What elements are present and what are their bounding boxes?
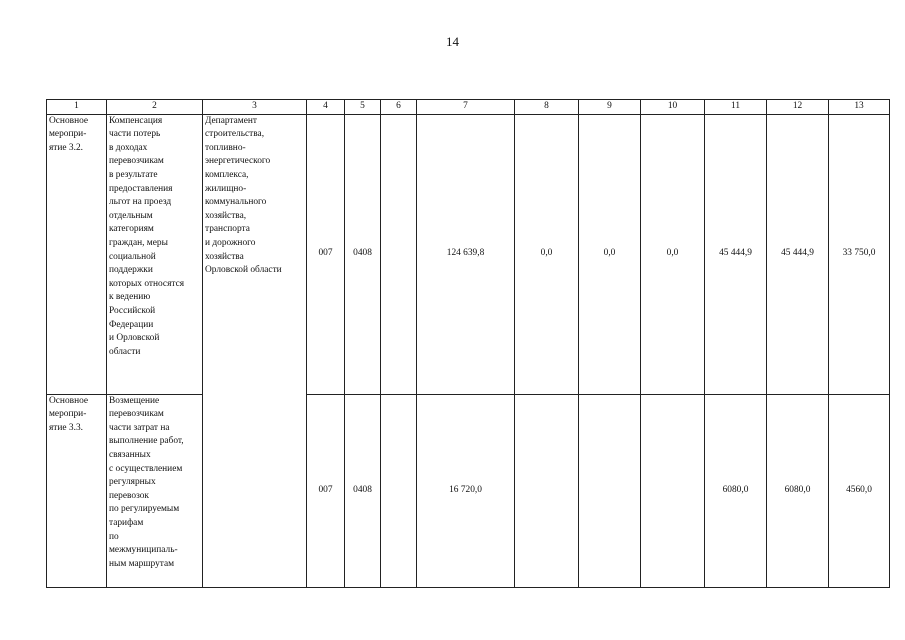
amount-cell: 45 444,9 — [767, 114, 829, 394]
amount-cell: 4560,0 — [829, 394, 890, 587]
table-row — [47, 394, 890, 587]
header-cell: 10 — [641, 100, 705, 115]
activity-name-cell: Возмещение перевозчикам части затрат на выполнение работ, связанных с осуществлением регулярных перевозок по регулируемым тарифам по межмуниципаль- ным маршрутам — [107, 394, 203, 587]
activity-name-cell: Компенсация части потерь в доходах перевозчикам в результате предоставления льгот на проезд отдельным категориям граждан, меры социальной поддержки которых относятся к ведению Российской Федерации и Орловской области — [107, 114, 203, 394]
header-cell: 6 — [381, 100, 417, 115]
amount-cell: 6080,0 — [705, 394, 767, 587]
header-cell: 13 — [829, 100, 890, 115]
grbs-code-cell: 007 — [307, 114, 345, 394]
budget-table — [46, 99, 890, 588]
amount-cell — [641, 394, 705, 587]
section-code-cell: 0408 — [345, 394, 381, 587]
amount-cell: 45 444,9 — [705, 114, 767, 394]
total-amount-cell: 124 639,8 — [417, 114, 515, 394]
header-cell: 9 — [579, 100, 641, 115]
header-cell: 7 — [417, 100, 515, 115]
table-header-row — [47, 100, 890, 115]
header-cell: 12 — [767, 100, 829, 115]
amount-cell — [579, 394, 641, 587]
total-amount-cell: 16 720,0 — [417, 394, 515, 587]
table-row — [47, 114, 890, 394]
header-cell: 4 — [307, 100, 345, 115]
activity-number-cell: Основное меропри- ятие 3.2. — [47, 114, 107, 394]
header-cell: 8 — [515, 100, 579, 115]
col6-cell — [381, 394, 417, 587]
page-number: 14 — [446, 34, 459, 49]
header-cell: 3 — [203, 100, 307, 115]
section-code-cell: 0408 — [345, 114, 381, 394]
header-cell: 11 — [705, 100, 767, 115]
responsible-department-cell — [203, 394, 307, 587]
amount-cell: 0,0 — [515, 114, 579, 394]
col6-cell — [381, 114, 417, 394]
responsible-department-cell: Департамент строительства, топливно- энергетического комплекса, жилищно- коммунального хозяйства, транспорта и дорожного хозяйства Орловской области — [203, 114, 307, 394]
amount-cell: 33 750,0 — [829, 114, 890, 394]
header-cell: 2 — [107, 100, 203, 115]
header-cell: 1 — [47, 100, 107, 115]
amount-cell — [515, 394, 579, 587]
amount-cell: 0,0 — [579, 114, 641, 394]
amount-cell: 0,0 — [641, 114, 705, 394]
activity-number-cell: Основное меропри- ятие 3.3. — [47, 394, 107, 587]
header-cell: 5 — [345, 100, 381, 115]
amount-cell: 6080,0 — [767, 394, 829, 587]
grbs-code-cell: 007 — [307, 394, 345, 587]
